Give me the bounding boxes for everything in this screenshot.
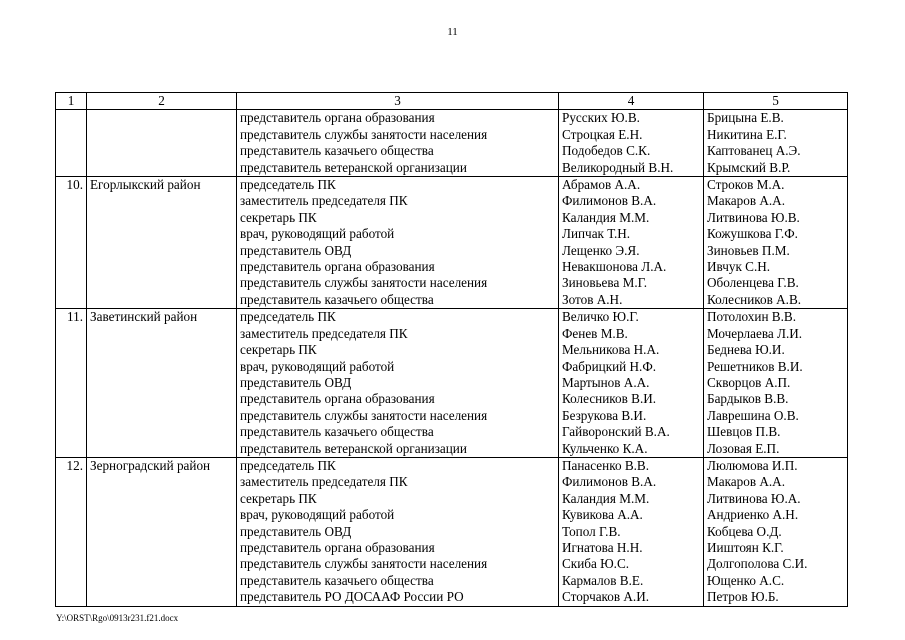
row-number [56,110,87,177]
member-name: Сторчаков А.И. [562,589,650,605]
member-name: Филимонов В.А. [562,193,657,209]
reserve-name: Литвинова Ю.В. [707,209,800,225]
role-cell [237,177,559,309]
reserve-cell [704,309,848,458]
reserve-name: Скворцов А.П. [707,374,791,390]
reserve-name: Люлюмова И.П. [707,457,798,473]
role-line: представитель органа образования [240,110,435,126]
role-line: представитель органа образования [240,539,435,555]
district-name: Заветинский район [87,309,237,458]
reserve-name: Решетников В.И. [707,358,803,374]
role-line: секретарь ПК [240,209,317,225]
member-name: Игнатова Н.Н. [562,539,643,555]
role-line: представитель службы занятости населения [240,556,488,572]
reserve-name: Оболенцева Г.В. [707,275,799,291]
member-name: Абрамов А.А. [562,177,641,193]
member-name: Кувикова А.А. [562,507,643,523]
page-number: 11 [447,26,458,38]
role-line: представитель ветеранской организации [240,440,467,456]
reserve-name: Андриенко А.Н. [707,507,799,523]
reserve-name: Беднева Ю.И. [707,342,785,358]
commission-table [55,92,848,607]
reserve-cell [704,457,848,606]
reserve-name: Мочерлаева Л.И. [707,325,803,341]
reserve-name: Потолохин В.В. [707,309,796,325]
reserve-name: Кобцева О.Д. [707,523,782,539]
reserve-name: Ииштоян К.Г. [707,539,784,555]
reserve-name: Лаврешина О.В. [707,407,799,423]
member-name: Величко Ю.Г. [562,309,639,325]
reserve-name: Макаров А.А. [707,474,785,490]
role-line: председатель ПК [240,177,336,193]
member-name: Каландия М.М. [562,490,650,506]
role-line: представитель ветеранской организации [240,159,467,175]
role-line: представитель органа образования [240,391,435,407]
member-name: Подобедов С.К. [562,143,651,159]
header-col-member: 4 [559,93,704,110]
file-path-footer: Y:\ORST\Rgo\0913r231.f21.docx [56,613,179,623]
member-name: Филимонов В.А. [562,474,657,490]
member-name: Скиба Ю.С. [562,556,630,572]
member-cell [559,110,704,177]
member-name: Топол Г.В. [562,523,621,539]
role-line: заместитель председателя ПК [240,325,408,341]
member-name: Мартынов А.А. [562,374,650,390]
role-line: представитель казачьего общества [240,424,434,440]
member-cell [559,177,704,309]
role-cell [237,110,559,177]
role-line: представитель службы занятости населения [240,407,488,423]
member-name: Мельникова Н.А. [562,342,660,358]
member-cell [559,309,704,458]
role-line: представитель службы занятости населения [240,275,488,291]
role-cell [237,457,559,606]
member-name: Кармалов В.Е. [562,572,644,588]
table-row [56,110,848,177]
reserve-name: Зиновьев П.М. [707,242,790,258]
table-row [56,457,848,606]
role-line: заместитель председателя ПК [240,474,408,490]
role-line: председатель ПК [240,457,336,473]
member-name: Великородный В.Н. [562,159,674,175]
reserve-name: Брицына Е.В. [707,110,784,126]
role-cell [237,309,559,458]
member-name: Лещенко Э.Я. [562,242,640,258]
table-row [56,309,848,458]
role-line: представитель ОВД [240,374,352,390]
reserve-name: Колесников А.В. [707,291,802,307]
role-line: врач, руководящий работой [240,358,395,374]
role-line: представитель ОВД [240,242,352,258]
role-line: представитель ОВД [240,523,352,539]
reserve-name: Бардыков В.В. [707,391,789,407]
reserve-name: Каптованец А.Э. [707,143,801,159]
reserve-name: Петров Ю.Б. [707,589,779,605]
reserve-cell [704,177,848,309]
row-number: 11. [56,309,87,458]
role-line: представитель службы занятости населения [240,126,488,142]
role-line: врач, руководящий работой [240,226,395,242]
row-number: 12. [56,457,87,606]
member-name: Колесников В.И. [562,391,657,407]
header-col-role: 3 [237,93,559,110]
role-line: представитель казачьего общества [240,291,434,307]
member-name: Фабрицкий Н.Ф. [562,358,657,374]
reserve-name: Никитина Е.Г. [707,126,787,142]
district-name: Егорлыкский район [87,177,237,309]
reserve-name: Шевцов П.В. [707,424,781,440]
reserve-name: Крымский В.Р. [707,159,791,175]
district-name [87,110,237,177]
reserve-name: Ющенко А.С. [707,572,785,588]
role-line: секретарь ПК [240,342,317,358]
member-name: Невакшонова Л.А. [562,259,667,275]
table-row [56,177,848,309]
role-line: секретарь ПК [240,490,317,506]
member-name: Фенев М.В. [562,325,628,341]
header-col-reserve: 5 [704,93,848,110]
role-line: представитель казачьего общества [240,143,434,159]
member-name: Панасенко В.В. [562,457,650,473]
member-name: Зиновьева М.Г. [562,275,648,291]
reserve-name: Строков М.А. [707,177,785,193]
header-col-district: 2 [87,93,237,110]
member-cell [559,457,704,606]
reserve-cell [704,110,848,177]
reserve-name: Долгополова С.И. [707,556,808,572]
reserve-name: Кожушкова Г.Ф. [707,226,798,242]
member-name: Русских Ю.В. [562,110,640,126]
header-col-number: 1 [56,93,87,110]
member-name: Гайворонский В.А. [562,424,670,440]
reserve-name: Лозовая Е.П. [707,440,780,456]
member-name: Кульченко К.А. [562,440,648,456]
reserve-name: Ивчук С.Н. [707,259,771,275]
member-name: Строцкая Е.Н. [562,126,643,142]
row-number: 10. [56,177,87,309]
table-body [56,110,848,606]
member-name: Безрукова В.И. [562,407,647,423]
role-line: врач, руководящий работой [240,507,395,523]
member-name: Зотов А.Н. [562,291,623,307]
role-line: председатель ПК [240,309,336,325]
reserve-name: Макаров А.А. [707,193,785,209]
header-row [56,93,848,110]
reserve-name: Литвинова Ю.А. [707,490,801,506]
role-line: представитель органа образования [240,259,435,275]
role-line: заместитель председателя ПК [240,193,408,209]
role-line: представитель РО ДОСААФ России РО [240,589,464,605]
member-name: Липчак Т.Н. [562,226,631,242]
district-name: Зерноградский район [87,457,237,606]
role-line: представитель казачьего общества [240,572,434,588]
member-name: Каландия М.М. [562,209,650,225]
